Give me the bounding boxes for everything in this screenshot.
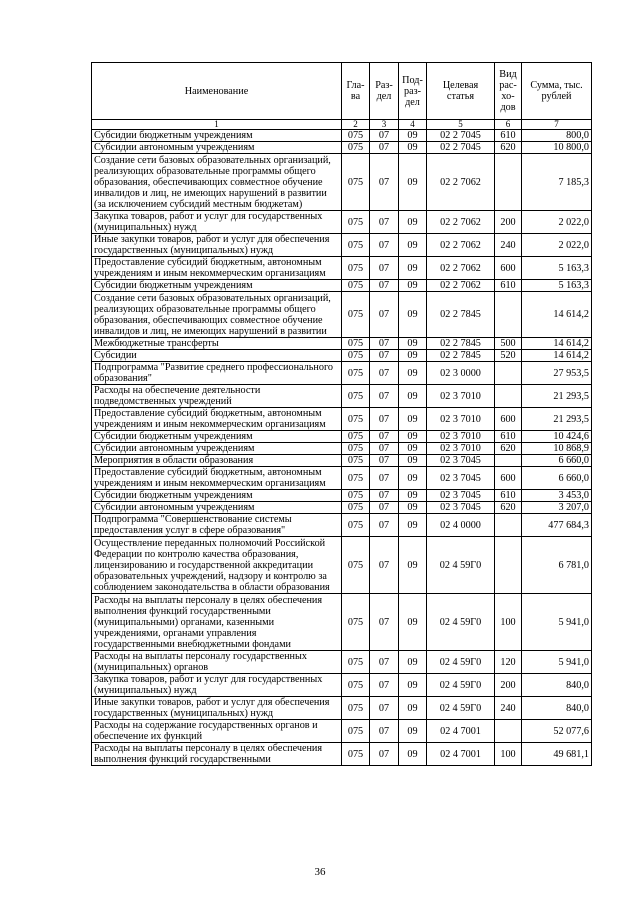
table-cell-name: Субсидии bbox=[92, 350, 342, 362]
table-cell-razdel: 07 bbox=[370, 142, 399, 154]
table-row bbox=[92, 280, 592, 292]
table-cell-target: 02 2 7845 bbox=[427, 338, 495, 350]
table-cell-podrazdel: 09 bbox=[399, 443, 427, 455]
table-cell-vid bbox=[495, 720, 522, 743]
table-cell-podrazdel: 09 bbox=[399, 130, 427, 142]
table-cell-razdel: 07 bbox=[370, 674, 399, 697]
table-cell-name: Субсидии автономным учреждениям bbox=[92, 142, 342, 154]
table-cell-sum: 3 453,0 bbox=[522, 490, 592, 502]
table-cell-vid: 620 bbox=[495, 502, 522, 514]
table-cell-podrazdel: 09 bbox=[399, 338, 427, 350]
table-cell-glava: 075 bbox=[342, 338, 370, 350]
table-cell-razdel: 07 bbox=[370, 350, 399, 362]
table-cell-podrazdel: 09 bbox=[399, 720, 427, 743]
table-cell-target: 02 2 7062 bbox=[427, 257, 495, 280]
table-cell-razdel: 07 bbox=[370, 502, 399, 514]
column-number: 6 bbox=[495, 120, 522, 130]
table-cell-vid: 200 bbox=[495, 211, 522, 234]
table-cell-name: Предоставление субсидий бюджетным, автономным учреждениям и иным некоммерческим организациям bbox=[92, 408, 342, 431]
column-number: 4 bbox=[399, 120, 427, 130]
table-row bbox=[92, 257, 592, 280]
table-body bbox=[92, 130, 592, 766]
table-cell-name: Расходы на содержание государственных органов и обеспечение их функций bbox=[92, 720, 342, 743]
table-cell-podrazdel: 09 bbox=[399, 537, 427, 594]
table-cell-name: Субсидии бюджетным учреждениям bbox=[92, 280, 342, 292]
table-cell-razdel: 07 bbox=[370, 234, 399, 257]
table-cell-name: Субсидии бюджетным учреждениям bbox=[92, 130, 342, 142]
table-cell-vid bbox=[495, 362, 522, 385]
table-cell-razdel: 07 bbox=[370, 443, 399, 455]
page-number: 36 bbox=[314, 866, 326, 878]
table-cell-razdel: 07 bbox=[370, 720, 399, 743]
header-podrazdel: Под-раз-дел bbox=[399, 63, 427, 120]
table-cell-target: 02 4 59Г0 bbox=[427, 697, 495, 720]
table-cell-glava: 075 bbox=[342, 280, 370, 292]
header-name: Наименование bbox=[92, 63, 342, 120]
table-cell-name: Субсидии бюджетным учреждениям bbox=[92, 490, 342, 502]
table-cell-glava: 075 bbox=[342, 385, 370, 408]
table-cell-sum: 477 684,3 bbox=[522, 514, 592, 537]
table-cell-name: Закупка товаров, работ и услуг для государственных (муниципальных) нужд bbox=[92, 211, 342, 234]
table-cell-glava: 075 bbox=[342, 431, 370, 443]
table-cell-target: 02 2 7045 bbox=[427, 142, 495, 154]
table-cell-vid: 240 bbox=[495, 697, 522, 720]
table-cell-glava: 075 bbox=[342, 537, 370, 594]
table-cell-glava: 075 bbox=[342, 594, 370, 651]
table-cell-glava: 075 bbox=[342, 154, 370, 211]
table-row bbox=[92, 594, 592, 651]
table-cell-name: Подпрограмма "Совершенствование системы предоставления услуг в сфере образования" bbox=[92, 514, 342, 537]
table-cell-glava: 075 bbox=[342, 362, 370, 385]
table-row bbox=[92, 142, 592, 154]
table-cell-vid: 120 bbox=[495, 651, 522, 674]
table-cell-podrazdel: 09 bbox=[399, 362, 427, 385]
table-cell-target: 02 3 7045 bbox=[427, 455, 495, 467]
table-cell-glava: 075 bbox=[342, 408, 370, 431]
table-cell-name: Создание сети базовых образовательных организаций, реализующих образовательные программы общего образования, обеспечивающих совместное обучение инвалидов и лиц, не имеющих нарушений в развитии bbox=[92, 292, 342, 338]
table-cell-podrazdel: 09 bbox=[399, 502, 427, 514]
table-cell-razdel: 07 bbox=[370, 490, 399, 502]
table-cell-vid bbox=[495, 514, 522, 537]
table-cell-glava: 075 bbox=[342, 455, 370, 467]
header-glava: Гла-ва bbox=[342, 63, 370, 120]
table-cell-target: 02 3 7010 bbox=[427, 431, 495, 443]
column-number: 2 bbox=[342, 120, 370, 130]
table-cell-glava: 075 bbox=[342, 443, 370, 455]
header-sum: Сумма, тыс. рублей bbox=[522, 63, 592, 120]
table-cell-podrazdel: 09 bbox=[399, 292, 427, 338]
table-cell-vid: 240 bbox=[495, 234, 522, 257]
table-cell-sum: 6 660,0 bbox=[522, 467, 592, 490]
table-cell-podrazdel: 09 bbox=[399, 211, 427, 234]
table-row bbox=[92, 362, 592, 385]
table-cell-razdel: 07 bbox=[370, 211, 399, 234]
table-cell-glava: 075 bbox=[342, 467, 370, 490]
table-cell-vid: 620 bbox=[495, 443, 522, 455]
header-target: Целевая статья bbox=[427, 63, 495, 120]
table-cell-target: 02 4 7001 bbox=[427, 743, 495, 766]
table-cell-vid: 610 bbox=[495, 280, 522, 292]
table-cell-sum: 52 077,6 bbox=[522, 720, 592, 743]
table-cell-sum: 5 163,3 bbox=[522, 257, 592, 280]
table-cell-sum: 10 424,6 bbox=[522, 431, 592, 443]
table-cell-podrazdel: 09 bbox=[399, 431, 427, 443]
table-row bbox=[92, 720, 592, 743]
table-cell-name: Предоставление субсидий бюджетным, автономным учреждениям и иным некоммерческим организациям bbox=[92, 257, 342, 280]
table-cell-vid: 610 bbox=[495, 130, 522, 142]
table-cell-podrazdel: 09 bbox=[399, 408, 427, 431]
table-cell-name: Межбюджетные трансферты bbox=[92, 338, 342, 350]
table-row bbox=[92, 385, 592, 408]
header-vid: Вид рас-хо-дов bbox=[495, 63, 522, 120]
table-cell-podrazdel: 09 bbox=[399, 743, 427, 766]
table-cell-glava: 075 bbox=[342, 674, 370, 697]
table-cell-podrazdel: 09 bbox=[399, 514, 427, 537]
table-cell-razdel: 07 bbox=[370, 455, 399, 467]
table-cell-razdel: 07 bbox=[370, 338, 399, 350]
table-cell-sum: 49 681,1 bbox=[522, 743, 592, 766]
table-cell-podrazdel: 09 bbox=[399, 674, 427, 697]
table-cell-podrazdel: 09 bbox=[399, 154, 427, 211]
table-cell-glava: 075 bbox=[342, 130, 370, 142]
table-cell-sum: 10 800,0 bbox=[522, 142, 592, 154]
table-cell-glava: 075 bbox=[342, 502, 370, 514]
table-row bbox=[92, 211, 592, 234]
table-cell-sum: 840,0 bbox=[522, 697, 592, 720]
table-cell-glava: 075 bbox=[342, 257, 370, 280]
table-cell-sum: 2 022,0 bbox=[522, 211, 592, 234]
table-cell-sum: 6 660,0 bbox=[522, 455, 592, 467]
table-cell-podrazdel: 09 bbox=[399, 234, 427, 257]
table-cell-podrazdel: 09 bbox=[399, 490, 427, 502]
table-cell-sum: 2 022,0 bbox=[522, 234, 592, 257]
table-cell-razdel: 07 bbox=[370, 130, 399, 142]
table-cell-razdel: 07 bbox=[370, 651, 399, 674]
table-row bbox=[92, 130, 592, 142]
table-cell-razdel: 07 bbox=[370, 292, 399, 338]
table-row bbox=[92, 514, 592, 537]
table-cell-sum: 14 614,2 bbox=[522, 350, 592, 362]
table-cell-razdel: 07 bbox=[370, 362, 399, 385]
table-cell-target: 02 2 7062 bbox=[427, 211, 495, 234]
table-row bbox=[92, 651, 592, 674]
table-cell-razdel: 07 bbox=[370, 467, 399, 490]
table-cell-name: Расходы на обеспечение деятельности подведомственных учреждений bbox=[92, 385, 342, 408]
table-cell-podrazdel: 09 bbox=[399, 257, 427, 280]
table-row bbox=[92, 431, 592, 443]
table-cell-name: Субсидии автономным учреждениям bbox=[92, 443, 342, 455]
table-row bbox=[92, 697, 592, 720]
table-cell-name: Подпрограмма "Развитие среднего профессионального образования" bbox=[92, 362, 342, 385]
table-cell-vid bbox=[495, 455, 522, 467]
table-row bbox=[92, 502, 592, 514]
table-cell-target: 02 4 59Г0 bbox=[427, 537, 495, 594]
table-cell-name: Мероприятия в области образования bbox=[92, 455, 342, 467]
table-row bbox=[92, 443, 592, 455]
table-cell-name: Предоставление субсидий бюджетным, автономным учреждениям и иным некоммерческим организациям bbox=[92, 467, 342, 490]
table-cell-sum: 5 941,0 bbox=[522, 594, 592, 651]
table-cell-sum: 10 868,9 bbox=[522, 443, 592, 455]
column-number: 1 bbox=[92, 120, 342, 130]
table-cell-name: Осуществление переданных полномочий Российской Федерации по контролю качества образования, лицензированию и государственной аккредитации образовательных учреждений, надзору и контролю за соблюдением законодательства в области образования bbox=[92, 537, 342, 594]
table-cell-target: 02 2 7045 bbox=[427, 130, 495, 142]
table-cell-razdel: 07 bbox=[370, 385, 399, 408]
table-cell-vid bbox=[495, 537, 522, 594]
table-cell-sum: 14 614,2 bbox=[522, 338, 592, 350]
table-cell-podrazdel: 09 bbox=[399, 385, 427, 408]
table-cell-name: Расходы на выплаты персоналу государственных (муниципальных) органов bbox=[92, 651, 342, 674]
table-cell-vid: 200 bbox=[495, 674, 522, 697]
table-cell-vid: 610 bbox=[495, 490, 522, 502]
table-cell-target: 02 2 7062 bbox=[427, 280, 495, 292]
table-cell-podrazdel: 09 bbox=[399, 697, 427, 720]
table-cell-razdel: 07 bbox=[370, 431, 399, 443]
table-cell-razdel: 07 bbox=[370, 697, 399, 720]
table-cell-glava: 075 bbox=[342, 490, 370, 502]
table-cell-vid: 600 bbox=[495, 257, 522, 280]
table-cell-target: 02 3 7010 bbox=[427, 443, 495, 455]
table-cell-glava: 075 bbox=[342, 234, 370, 257]
table-cell-razdel: 07 bbox=[370, 280, 399, 292]
table-cell-target: 02 4 0000 bbox=[427, 514, 495, 537]
table-row bbox=[92, 350, 592, 362]
table-row bbox=[92, 467, 592, 490]
table-cell-vid: 500 bbox=[495, 338, 522, 350]
table-cell-sum: 14 614,2 bbox=[522, 292, 592, 338]
table-cell-sum: 800,0 bbox=[522, 130, 592, 142]
table-cell-vid bbox=[495, 385, 522, 408]
table-cell-name: Расходы на выплаты персоналу в целях обеспечения выполнения функций государственными (муниципальными) органами, казенными учреждениями, органами управления государственными внебюджетными фондами bbox=[92, 594, 342, 651]
table-cell-target: 02 4 59Г0 bbox=[427, 651, 495, 674]
column-number: 3 bbox=[370, 120, 399, 130]
table-cell-sum: 5 163,3 bbox=[522, 280, 592, 292]
table-row bbox=[92, 408, 592, 431]
table-cell-glava: 075 bbox=[342, 350, 370, 362]
table-cell-glava: 075 bbox=[342, 292, 370, 338]
table-row bbox=[92, 537, 592, 594]
table-row bbox=[92, 234, 592, 257]
table-cell-name: Закупка товаров, работ и услуг для государственных (муниципальных) нужд bbox=[92, 674, 342, 697]
table-cell-podrazdel: 09 bbox=[399, 455, 427, 467]
table-cell-name: Субсидии автономным учреждениям bbox=[92, 502, 342, 514]
table-row bbox=[92, 490, 592, 502]
table-cell-target: 02 3 7010 bbox=[427, 408, 495, 431]
table-cell-razdel: 07 bbox=[370, 408, 399, 431]
table-cell-vid bbox=[495, 292, 522, 338]
table-cell-razdel: 07 bbox=[370, 594, 399, 651]
table-row bbox=[92, 338, 592, 350]
table-cell-name: Создание сети базовых образовательных организаций, реализующих образовательные программы общего образования, обеспечивающих совместное обучение инвалидов и лиц, не имеющих нарушений в развитии (за исключением субсидий местным бюджетам) bbox=[92, 154, 342, 211]
table-cell-target: 02 4 59Г0 bbox=[427, 594, 495, 651]
table-cell-target: 02 2 7062 bbox=[427, 234, 495, 257]
table-cell-sum: 21 293,5 bbox=[522, 385, 592, 408]
table-row bbox=[92, 743, 592, 766]
column-number: 5 bbox=[427, 120, 495, 130]
table-cell-glava: 075 bbox=[342, 142, 370, 154]
table-cell-name: Иные закупки товаров, работ и услуг для обеспечения государственных (муниципальных) нужд bbox=[92, 234, 342, 257]
table-cell-target: 02 3 7010 bbox=[427, 385, 495, 408]
table-cell-vid: 610 bbox=[495, 431, 522, 443]
table-cell-vid: 600 bbox=[495, 408, 522, 431]
table-cell-name: Расходы на выплаты персоналу в целях обеспечения выполнения функций государственными bbox=[92, 743, 342, 766]
table-cell-vid: 520 bbox=[495, 350, 522, 362]
table-cell-glava: 075 bbox=[342, 720, 370, 743]
table-cell-target: 02 4 59Г0 bbox=[427, 674, 495, 697]
table-cell-target: 02 3 7045 bbox=[427, 490, 495, 502]
table-cell-target: 02 3 7045 bbox=[427, 467, 495, 490]
table-cell-glava: 075 bbox=[342, 743, 370, 766]
table-cell-glava: 075 bbox=[342, 211, 370, 234]
table-cell-razdel: 07 bbox=[370, 257, 399, 280]
table-cell-vid: 600 bbox=[495, 467, 522, 490]
table-cell-target: 02 3 7045 bbox=[427, 502, 495, 514]
table-cell-vid: 620 bbox=[495, 142, 522, 154]
table-cell-razdel: 07 bbox=[370, 154, 399, 211]
header-razdel: Раз-дел bbox=[370, 63, 399, 120]
table-row bbox=[92, 292, 592, 338]
table-cell-sum: 21 293,5 bbox=[522, 408, 592, 431]
table-row bbox=[92, 674, 592, 697]
table-cell-glava: 075 bbox=[342, 651, 370, 674]
table-cell-sum: 6 781,0 bbox=[522, 537, 592, 594]
column-number-row bbox=[92, 120, 592, 130]
table-cell-target: 02 3 0000 bbox=[427, 362, 495, 385]
table-cell-podrazdel: 09 bbox=[399, 142, 427, 154]
table-cell-podrazdel: 09 bbox=[399, 594, 427, 651]
table-row bbox=[92, 154, 592, 211]
table-cell-podrazdel: 09 bbox=[399, 651, 427, 674]
table-cell-podrazdel: 09 bbox=[399, 467, 427, 490]
table-cell-glava: 075 bbox=[342, 697, 370, 720]
table-cell-razdel: 07 bbox=[370, 743, 399, 766]
table-cell-glava: 075 bbox=[342, 514, 370, 537]
header-row bbox=[92, 63, 592, 120]
table-cell-target: 02 2 7845 bbox=[427, 292, 495, 338]
table-cell-target: 02 4 7001 bbox=[427, 720, 495, 743]
table-cell-target: 02 2 7062 bbox=[427, 154, 495, 211]
table-cell-vid bbox=[495, 154, 522, 211]
table-cell-podrazdel: 09 bbox=[399, 280, 427, 292]
table-cell-sum: 7 185,3 bbox=[522, 154, 592, 211]
table-cell-razdel: 07 bbox=[370, 537, 399, 594]
table-cell-sum: 27 953,5 bbox=[522, 362, 592, 385]
table-cell-vid: 100 bbox=[495, 743, 522, 766]
table-cell-sum: 840,0 bbox=[522, 674, 592, 697]
table-cell-name: Субсидии бюджетным учреждениям bbox=[92, 431, 342, 443]
table-cell-target: 02 2 7845 bbox=[427, 350, 495, 362]
budget-table bbox=[91, 62, 592, 766]
table-cell-sum: 3 207,0 bbox=[522, 502, 592, 514]
table-cell-name: Иные закупки товаров, работ и услуг для обеспечения государственных (муниципальных) нужд bbox=[92, 697, 342, 720]
table-row bbox=[92, 455, 592, 467]
column-number: 7 bbox=[522, 120, 592, 130]
table-cell-razdel: 07 bbox=[370, 514, 399, 537]
table-cell-vid: 100 bbox=[495, 594, 522, 651]
table-cell-sum: 5 941,0 bbox=[522, 651, 592, 674]
table-cell-podrazdel: 09 bbox=[399, 350, 427, 362]
